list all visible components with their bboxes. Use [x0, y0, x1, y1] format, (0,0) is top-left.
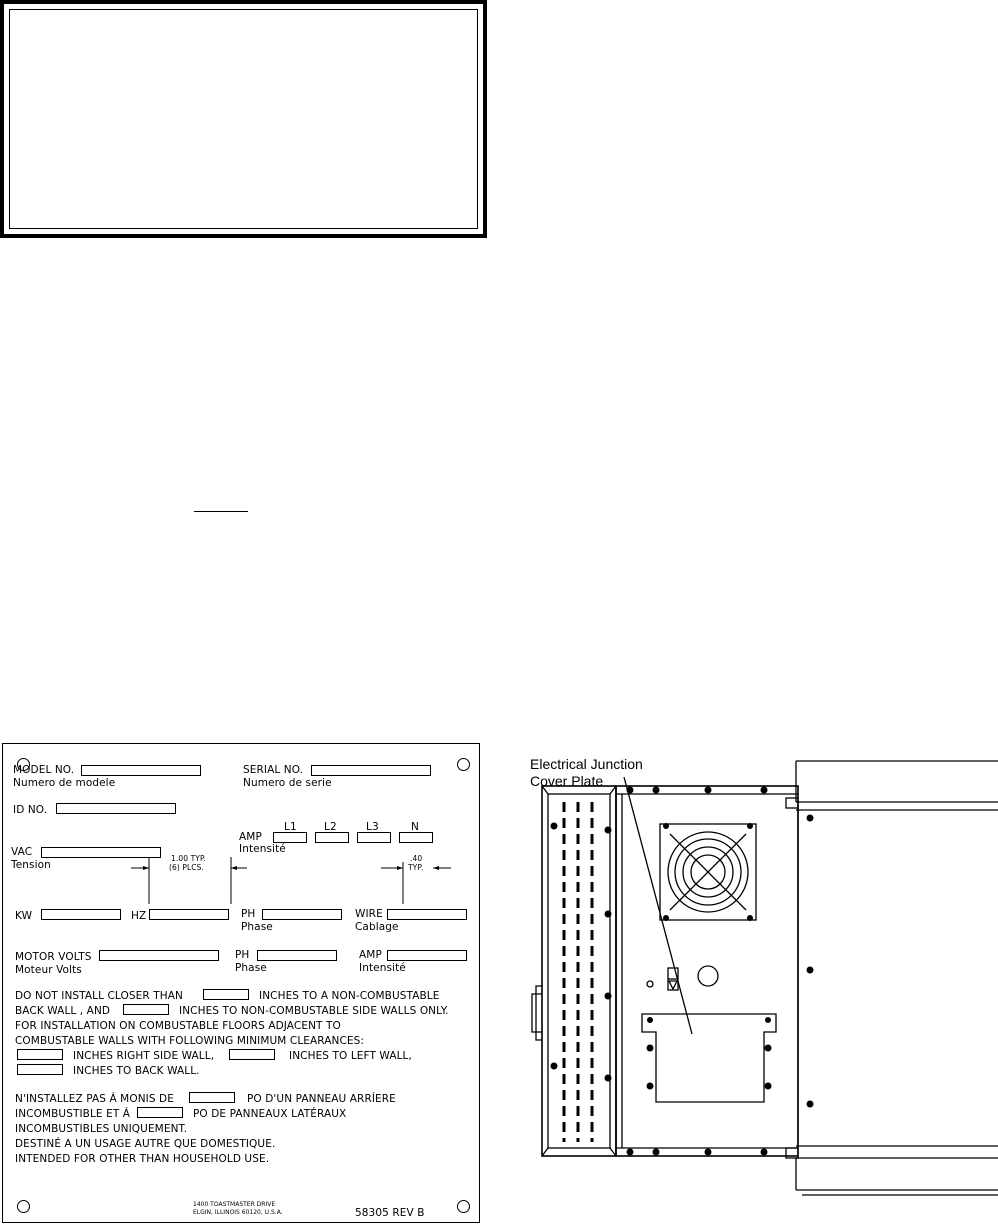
- dim-plcs-label: (6) PLCS.: [169, 863, 204, 872]
- clearance-side-field: [123, 1004, 169, 1015]
- motor-amp-label-fr: Intensité: [359, 962, 406, 974]
- fr-line-2b: PO DE PANNEAUX LATÉRAUX: [193, 1108, 347, 1120]
- clearance-right-field: [17, 1049, 63, 1060]
- l3-label: L3: [366, 821, 379, 833]
- short-rule: [194, 511, 248, 512]
- part-number: 58305 REV B: [355, 1207, 425, 1219]
- clearance-back-field: [203, 989, 249, 1000]
- clearance-line-1a: DO NOT INSTALL CLOSER THAN: [15, 990, 183, 1002]
- vac-label: VAC: [11, 846, 33, 858]
- ph-field: [262, 909, 342, 920]
- hz-field: [149, 909, 229, 920]
- ph-label: PH: [241, 908, 256, 920]
- motor-amp-field: [387, 950, 467, 961]
- clearance-line-3: FOR INSTALLATION ON COMBUSTABLE FLOORS ADJACENT TO: [15, 1020, 341, 1032]
- fr-side-field: [137, 1107, 183, 1118]
- clearance-line-5b: INCHES TO LEFT WALL,: [289, 1050, 412, 1062]
- fr-line-2a: INCOMBUSTIBLE ET Á: [15, 1108, 131, 1120]
- motor-ph-label: PH: [235, 949, 250, 961]
- fr-line-1b: PO D'UN PANNEAU ARRÍERE: [247, 1093, 396, 1105]
- address-line-1: 1400 TOASTMASTER DRIVE: [193, 1201, 276, 1208]
- empty-frame-inner-border: [9, 9, 478, 229]
- dimension-lines: [3, 744, 481, 1224]
- clearance-line-1b: INCHES TO A NON-COMBUSTABLE: [259, 990, 440, 1002]
- motor-volts-label: MOTOR VOLTS: [15, 951, 92, 963]
- l2-label: L2: [324, 821, 337, 833]
- motor-amp-label: AMP: [359, 949, 382, 961]
- hz-label: HZ: [131, 910, 147, 922]
- serial-no-label-fr: Numero de serie: [243, 777, 332, 789]
- wire-label-fr: Cablage: [355, 921, 399, 933]
- junction-cover-diagram: [520, 750, 998, 1226]
- model-no-label-fr: Numero de modele: [13, 777, 116, 789]
- fr-line-5: INTENDED FOR OTHER THAN HOUSEHOLD USE.: [15, 1153, 270, 1165]
- kw-field: [41, 909, 121, 920]
- fr-back-field: [189, 1092, 235, 1103]
- clearance-left-field: [229, 1049, 275, 1060]
- kw-label: KW: [15, 910, 33, 922]
- amp-label: AMP: [239, 831, 262, 843]
- l1-label: L1: [284, 821, 297, 833]
- wire-label: WIRE: [355, 908, 383, 920]
- dim-40-typ-label: TYP.: [408, 863, 424, 872]
- amp-label-fr: Intensité: [239, 843, 286, 855]
- callout-line-2: Cover Plate: [530, 773, 604, 789]
- clearance-rear-field: [17, 1064, 63, 1075]
- motor-ph-label-fr: Phase: [235, 962, 267, 974]
- diagram-drawing: [520, 750, 998, 1226]
- clearance-line-6: INCHES TO BACK WALL.: [73, 1065, 200, 1077]
- wire-field: [387, 909, 467, 920]
- fr-line-1a: N'INSTALLEZ PAS Á MONIS DE: [15, 1093, 174, 1105]
- dim-typ-label: 1.00 TYP.: [171, 854, 206, 863]
- clearance-line-2b: INCHES TO NON-COMBUSTABLE SIDE WALLS ONLY.: [179, 1005, 449, 1017]
- id-no-label: ID NO.: [13, 804, 48, 816]
- motor-volts-label-fr: Moteur Volts: [15, 964, 82, 976]
- motor-ph-field: [257, 950, 337, 961]
- callout-line-1: Electrical Junction: [530, 756, 643, 772]
- motor-volts-field: [99, 950, 219, 961]
- clearance-line-2a: BACK WALL , AND: [15, 1005, 111, 1017]
- n-label: N: [411, 821, 419, 833]
- address-line-2: ELGIN, ILLINOIS 60120, U.S.A.: [193, 1209, 283, 1216]
- clearance-line-5a: INCHES RIGHT SIDE WALL,: [73, 1050, 215, 1062]
- vac-label-fr: Tension: [11, 859, 51, 871]
- empty-frame: [0, 0, 487, 238]
- rating-plate: [2, 743, 480, 1223]
- serial-no-label: SERIAL NO.: [243, 764, 304, 776]
- clearance-line-4: COMBUSTABLE WALLS WITH FOLLOWING MINIMUM CLEARANCES:: [15, 1035, 365, 1047]
- ph-label-fr: Phase: [241, 921, 273, 933]
- model-no-label: MODEL NO.: [13, 764, 75, 776]
- dim-40-label: .40: [410, 854, 423, 863]
- fr-line-3: INCOMBUSTIBLES UNIQUEMENT.: [15, 1123, 188, 1135]
- fr-line-4: DESTINÉ A UN USAGE AUTRE QUE DOMESTIQUE.: [15, 1138, 276, 1150]
